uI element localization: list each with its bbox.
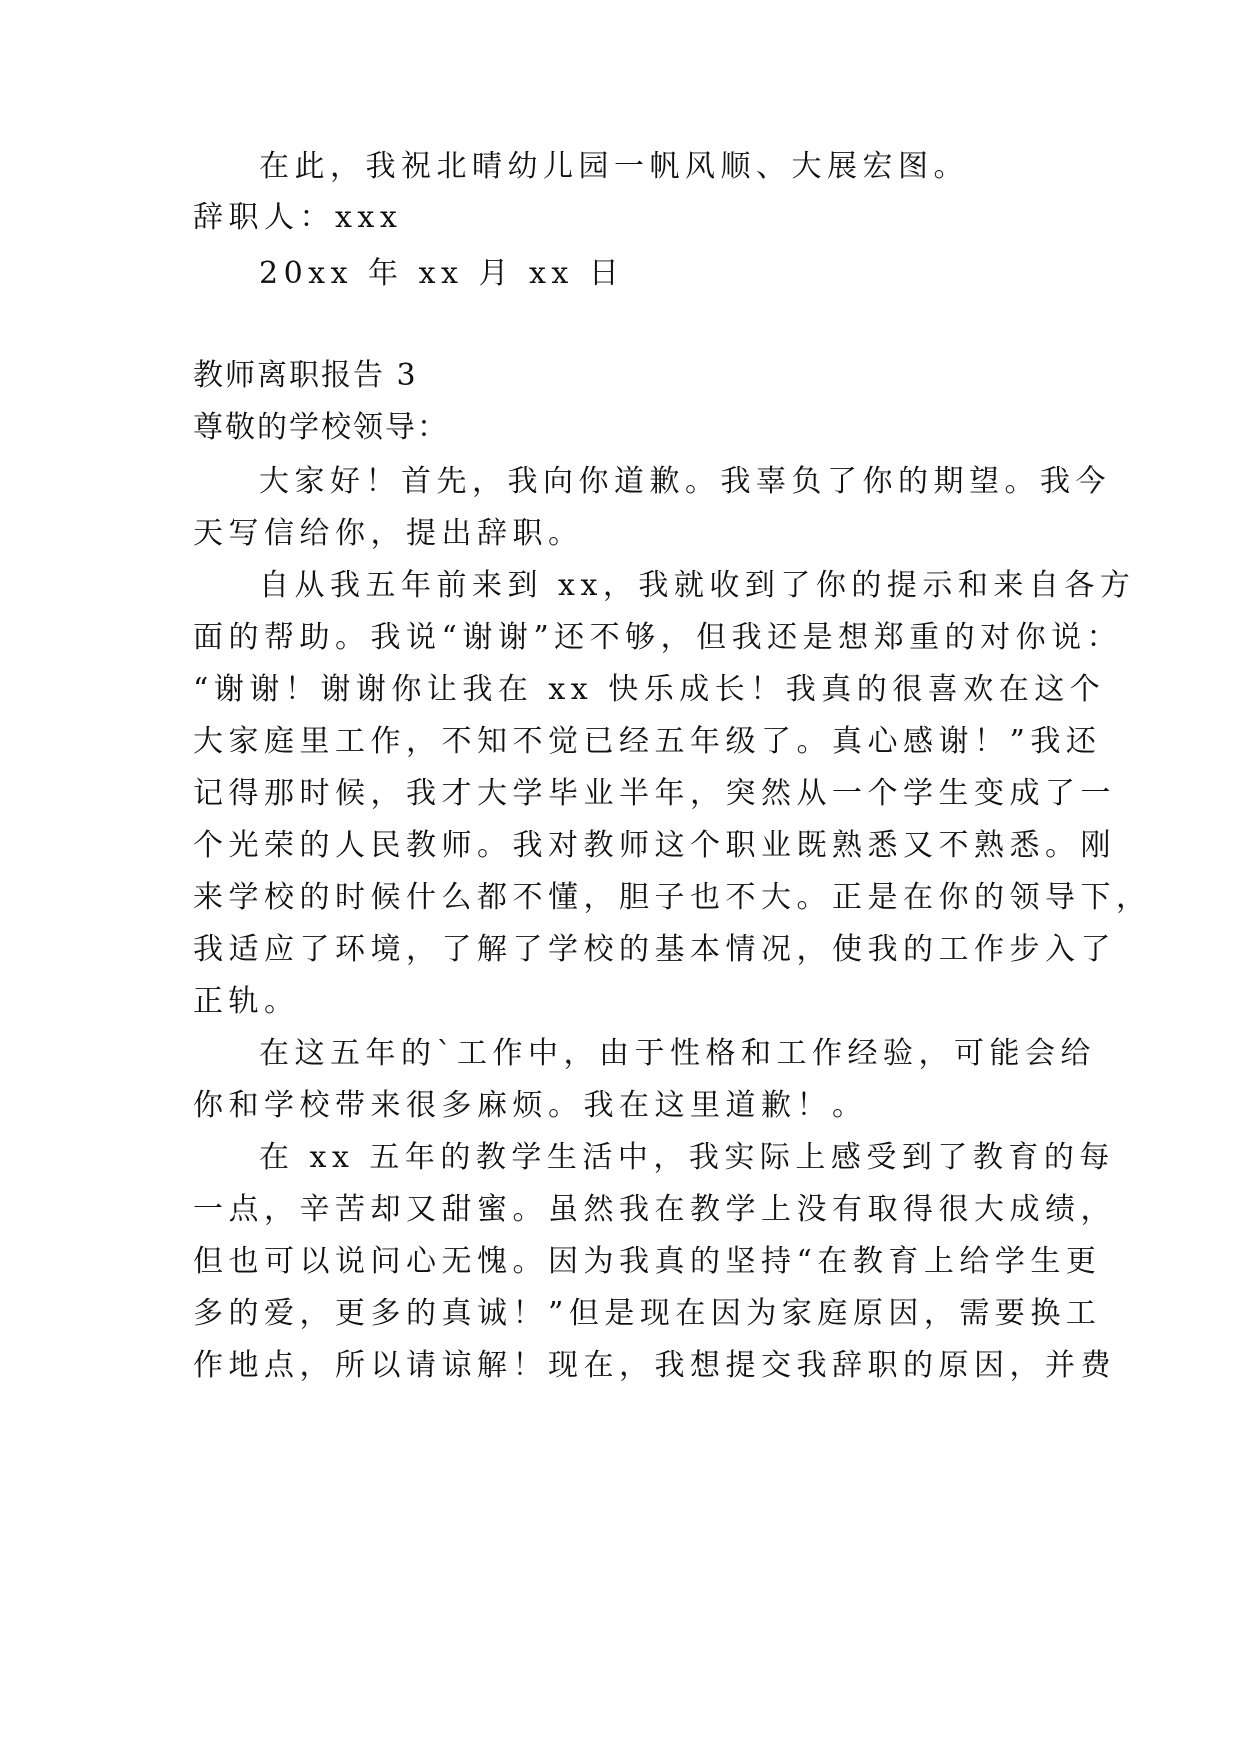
paragraph-line: 在这五年的`工作中，由于性格和工作经验，可能会给 (259, 1036, 1096, 1071)
paragraph-line: 大家好！首先，我向你道歉。我辜负了你的期望。我今 (259, 464, 1111, 499)
paragraph-line: 来学校的时候什么都不懂，胆子也不大。正是在你的领导下， (193, 880, 1152, 915)
paragraph-line: 个光荣的人民教师。我对教师这个职业既熟悉又不熟悉。刚 (193, 828, 1116, 863)
closing-wish: 在此，我祝北晴幼儿园一帆风顺、大展宏图。 (259, 149, 969, 184)
paragraph-line: 大家庭里工作，不知不觉已经五年级了。真心感谢！”我还 (193, 724, 1102, 759)
paragraph-line: 多的爱，更多的真诚！”但是现在因为家庭原因，需要换工 (193, 1296, 1102, 1331)
paragraph-line: 记得那时候，我才大学毕业半年，突然从一个学生变成了一 (193, 776, 1116, 811)
signer-line: 辞职人：xxx (193, 200, 403, 235)
letter-title: 教师离职报告 3 (193, 358, 418, 393)
paragraph-line: 但也可以说问心无愧。因为我真的坚持“在教育上给学生更 (193, 1244, 1102, 1279)
paragraph-line: 一点，辛苦却又甜蜜。虽然我在教学上没有取得很大成绩， (193, 1192, 1116, 1227)
salutation: 尊敬的学校领导： (193, 410, 449, 445)
paragraph-line: 正轨。 (193, 984, 300, 1019)
paragraph-line: 我适应了环境，了解了学校的基本情况，使我的工作步入了 (193, 932, 1116, 967)
paragraph-line: 天写信给你，提出辞职。 (193, 516, 584, 551)
paragraph-line: 在 xx 五年的教学生活中，我实际上感受到了教育的每 (259, 1140, 1115, 1175)
paragraph-line: 面的帮助。我说“谢谢”还不够，但我还是想郑重的对你说： (193, 620, 1123, 655)
date-line: 20xx 年 xx 月 xx 日 (259, 256, 625, 291)
paragraph-line: 自从我五年前来到 xx，我就收到了你的提示和来自各方 (259, 568, 1136, 603)
paragraph-line: 你和学校带来很多麻烦。我在这里道歉！。 (193, 1088, 868, 1123)
paragraph-line: 作地点，所以请谅解！现在，我想提交我辞职的原因，并费 (193, 1348, 1116, 1383)
paragraph-line: “谢谢！谢谢你让我在 xx 快乐成长！我真的很喜欢在这个 (193, 672, 1106, 707)
